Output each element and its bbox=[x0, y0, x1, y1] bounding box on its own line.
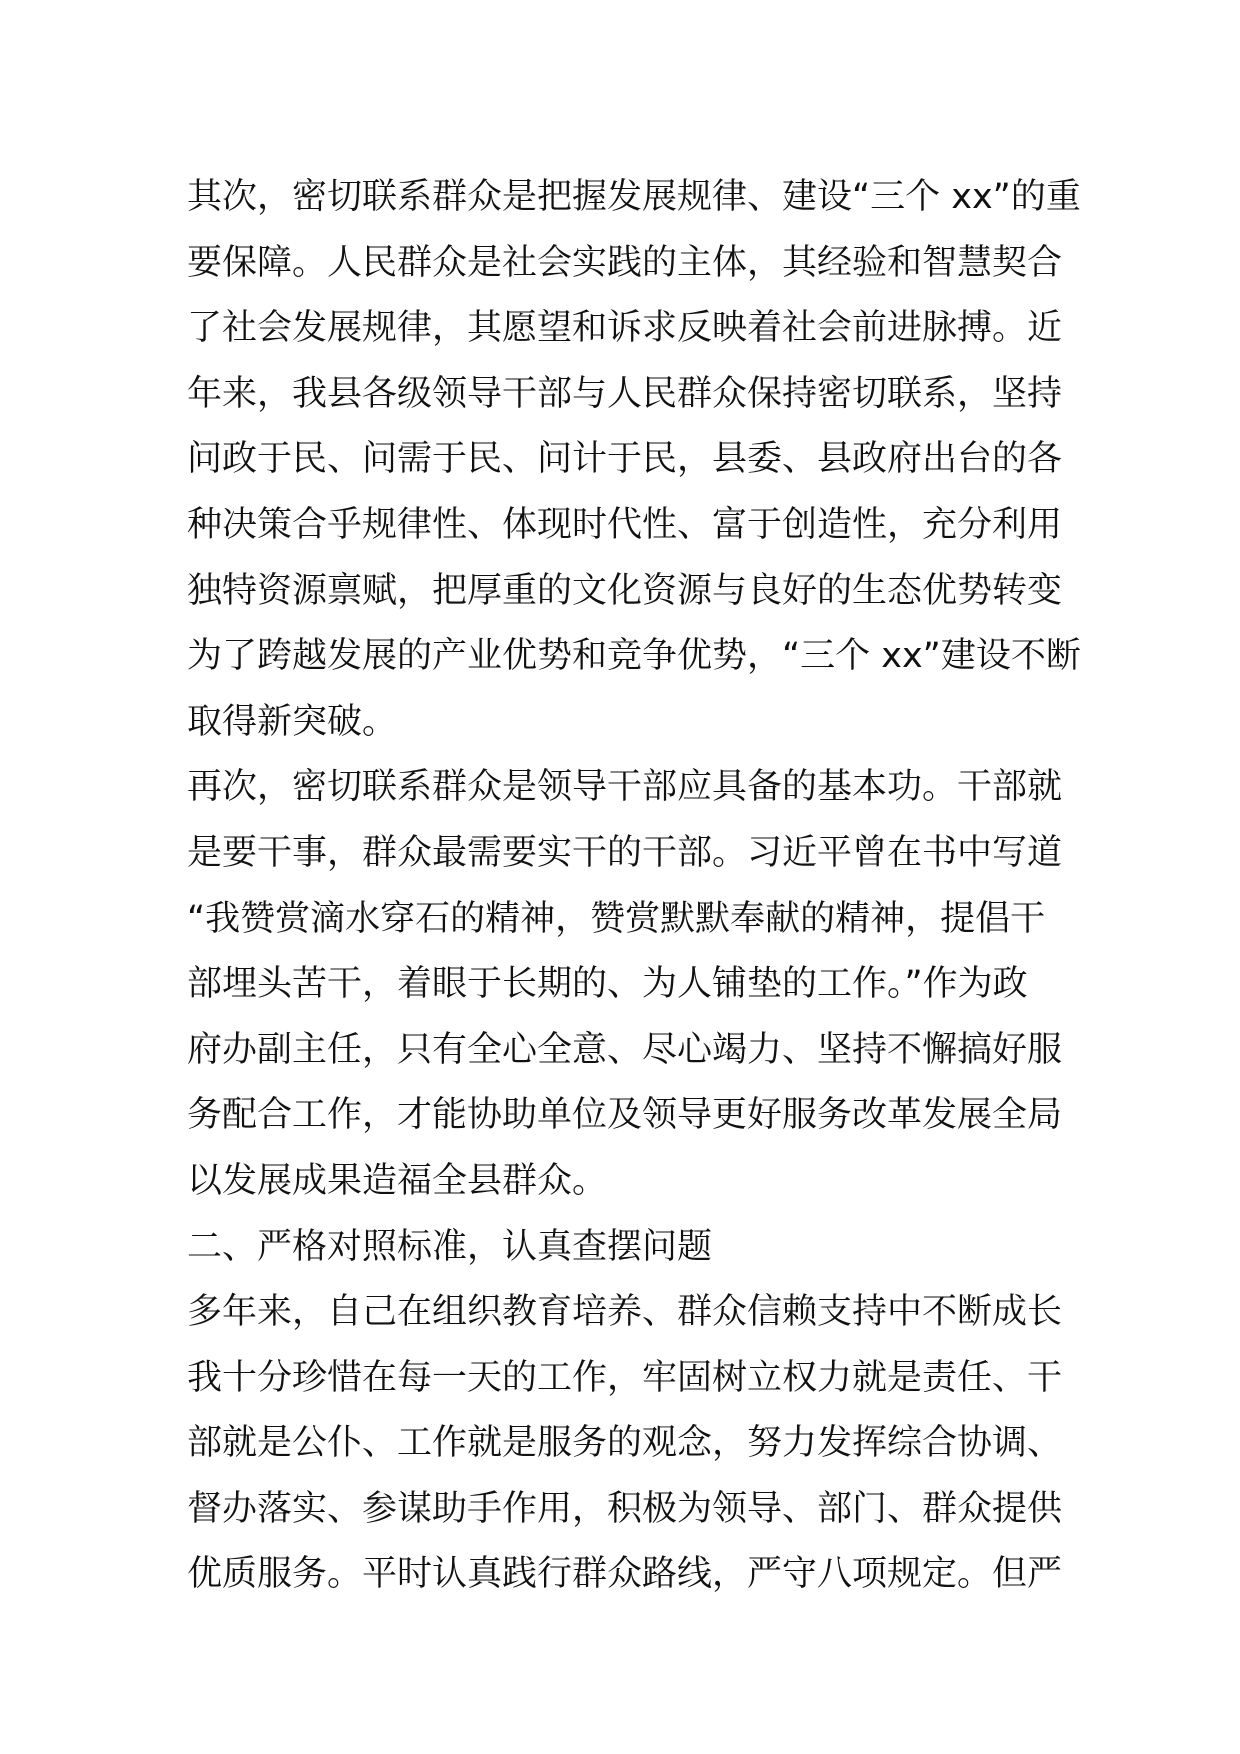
text-line: 种决策合乎规律性、体现时代性、富于创造性，充分利用 bbox=[187, 504, 1063, 545]
document-body bbox=[187, 165, 1081, 1608]
text-line: 要保障。人民群众是社会实践的主体，其经验和智慧契合 bbox=[187, 242, 1063, 283]
text-line: 督办落实、参谋助手作用，积极为领导、部门、群众提供 bbox=[187, 1488, 1063, 1529]
text-line: 是要干事，群众最需要实干的干部。习近平曾在书中写道 bbox=[187, 832, 1063, 873]
section-heading bbox=[187, 1215, 1067, 1281]
text-line: 府办副主任，只有全心全意、尽心竭力、坚持不懈搞好服 bbox=[187, 1029, 1063, 1070]
text-line: 年来，我县各级领导干部与人民群众保持密切联系，坚持 bbox=[187, 373, 1063, 414]
text-line: 部就是公仆、工作就是服务的观念，努力发挥综合协调、 bbox=[187, 1423, 1063, 1464]
text-line: 再次，密切联系群众是领导干部应具备的基本功。干部就 bbox=[187, 767, 1063, 808]
text-line: 为了跨越发展的产业优势和竞争优势，“三个 xx”建设不断 bbox=[187, 636, 1081, 677]
paragraph-thirdly bbox=[187, 755, 1067, 1214]
text-line: 以发展成果造福全县群众。 bbox=[187, 1160, 608, 1201]
text-line: 了社会发展规律，其愿望和诉求反映着社会前进脉搏。近 bbox=[187, 308, 1063, 349]
text-line: 多年来，自己在组织教育培养、群众信赖支持中不断成长 bbox=[187, 1292, 1063, 1333]
text-line: 取得新突破。 bbox=[187, 701, 398, 742]
heading-line: 二、严格对照标准，认真查摆问题 bbox=[187, 1226, 713, 1267]
text-line: 务配合工作，才能协助单位及领导更好服务改革发展全局 bbox=[187, 1095, 1063, 1136]
text-line: 优质服务。平时认真践行群众路线，严守八项规定。但严 bbox=[187, 1554, 1063, 1595]
text-line: “我赞赏滴水穿石的精神，赞赏默默奉献的精神，提倡干 bbox=[187, 898, 1046, 939]
paragraph-years bbox=[187, 1280, 1067, 1608]
text-line: 其次，密切联系群众是把握发展规律、建设“三个 xx”的重 bbox=[187, 177, 1081, 217]
text-line: 我十分珍惜在每一天的工作，牢固树立权力就是责任、干 bbox=[187, 1357, 1063, 1398]
text-line: 独特资源禀赋，把厚重的文化资源与良好的生态优势转变 bbox=[187, 570, 1063, 611]
text-line: 部埋头苦干，着眼于长期的、为人铺垫的工作。”作为政 bbox=[187, 964, 1028, 1005]
paragraph-secondly bbox=[187, 165, 1081, 755]
text-line: 问政于民、问需于民、问计于民，县委、县政府出台的各 bbox=[187, 439, 1063, 480]
